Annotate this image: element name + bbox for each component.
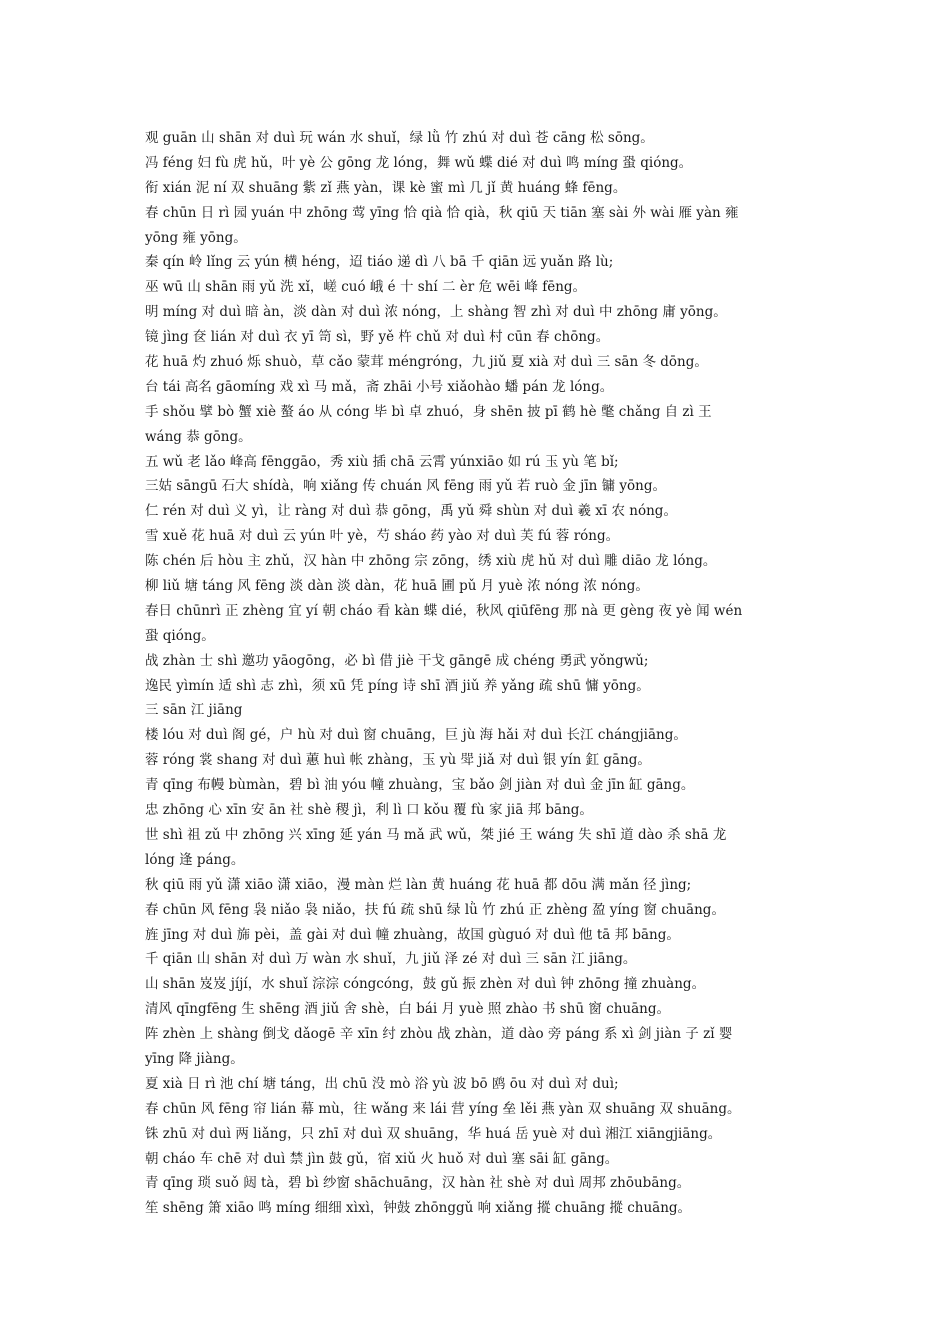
text-block xyxy=(145,126,805,1221)
text-line: 春 chūn 风 fēng 袅 niǎo 袅 niǎo，扶 fú 疏 shū 绿 lǜ 竹 zhú 正 zhèng 盈 yíng 窗 chuāng。 xyxy=(145,901,725,918)
text-line: 三姑 sāngū 石大 shídà，响 xiǎng 传 chuán 风 fēng 雨 yǔ 若 ruò 金 jīn 镛 yōng。 xyxy=(145,478,667,495)
text-line: 春日 chūnrì 正 zhèng 宜 yí 朝 cháo 看 kàn 蝶 dié，秋风 qiūfēng 那 nà 更 gèng 夜 yè 闻 wén xyxy=(145,602,743,619)
text-line: 世 shì 祖 zǔ 中 zhōng 兴 xīng 延 yán 马 mǎ 武 wǔ，桀 jié 王 wáng 失 shī 道 dào 杀 shā 龙 xyxy=(145,826,727,843)
text-line: yōng 雍 yōng。 xyxy=(145,229,247,246)
text-line: wáng 恭 gōng。 xyxy=(145,428,252,445)
text-line: 冯 féng 妇 fù 虎 hǔ，叶 yè 公 gōng 龙 lóng，舞 wǔ 蝶 dié 对 duì 鸣 míng 蛩 qióng。 xyxy=(145,154,693,171)
text-line: yīng 降 jiàng。 xyxy=(145,1050,244,1067)
text-line: 笙 shēng 箫 xiāo 鸣 míng 细细 xìxì，钟鼓 zhōnggǔ 响 xiǎng 摐 chuāng 摐 chuāng。 xyxy=(145,1200,692,1217)
text-line: 蓉 róng 裳 shang 对 duì 蕙 huì 帐 zhàng，玉 yù 斝 jiǎ 对 duì 银 yín 釭 gāng。 xyxy=(145,752,651,769)
text-line: 青 qīng 布幔 bùmàn，碧 bì 油 yóu 幢 zhuàng，宝 bǎo 剑 jiàn 对 duì 金 jīn 缸 gāng。 xyxy=(145,777,695,794)
text-line: 忠 zhōng 心 xīn 安 ān 社 shè 稷 jì，利 lì 口 kǒu 覆 fù 家 jiā 邦 bāng。 xyxy=(145,802,593,819)
text-line: 镜 jìng 奁 lián 对 duì 衣 yī 笥 sì，野 yě 杵 chǔ 对 duì 村 cūn 春 chōng。 xyxy=(145,329,610,346)
text-line: 清风 qīngfēng 生 shēng 酒 jiǔ 舍 shè，白 bái 月 yuè 照 zhào 书 shū 窗 chuāng。 xyxy=(145,1001,670,1018)
text-line: 衔 xián 泥 ní 双 shuāng 紫 zǐ 燕 yàn，课 kè 蜜 mì 几 jǐ 黄 huáng 蜂 fēng。 xyxy=(145,179,627,196)
text-line: 战 zhàn 士 shì 邀功 yāogōng，必 bì 借 jiè 干戈 gāngē 成 chéng 勇武 yǒngwǔ; xyxy=(145,652,649,669)
text-line: 旌 jīng 对 duì 旆 pèi，盖 gài 对 duì 幢 zhuàng，故国 gùguó 对 duì 他 tā 邦 bāng。 xyxy=(145,926,680,943)
text-line: 楼 lóu 对 duì 阁 gé，户 hù 对 duì 窗 chuāng，巨 jù 海 hǎi 对 duì 长江 chángjiāng。 xyxy=(145,727,687,744)
text-line: 夏 xià 日 rì 池 chí 塘 táng，出 chū 没 mò 浴 yù 波 bō 鸥 ōu 对 duì 对 duì; xyxy=(145,1075,619,1092)
text-line: 手 shǒu 擘 bò 蟹 xiè 螯 áo 从 cóng 毕 bì 卓 zhuó，身 shēn 披 pī 鹤 hè 氅 chǎng 自 zì 王 xyxy=(145,403,712,420)
text-line: 秦 qín 岭 lǐng 云 yún 横 héng，迢 tiáo 递 dì 八 bā 千 qiān 远 yuǎn 路 lù; xyxy=(145,254,614,271)
text-line: lóng 逢 páng。 xyxy=(145,851,245,868)
text-line: 柳 liǔ 塘 táng 风 fēng 淡 dàn 淡 dàn，花 huā 圃 pǔ 月 yuè 浓 nóng 浓 nóng。 xyxy=(145,578,649,595)
text-line: 阵 zhèn 上 shàng 倒戈 dǎogē 辛 xīn 纣 zhòu 战 zhàn，道 dào 旁 páng 系 xì 剑 jiàn 子 zǐ 婴 xyxy=(145,1026,733,1043)
text-line: 三 sān 江 jiāng xyxy=(145,702,243,719)
text-line: 花 huā 灼 zhuó 烁 shuò，草 cǎo 蒙茸 méngróng，九 jiǔ 夏 xià 对 duì 三 sān 冬 dōng。 xyxy=(145,354,708,371)
text-line: 春 chūn 风 fēng 帘 lián 幕 mù，往 wǎng 来 lái 营 yíng 垒 lěi 燕 yàn 双 shuāng 双 shuāng。 xyxy=(145,1100,741,1117)
text-line: 逸民 yìmín 适 shì 志 zhì，须 xū 凭 píng 诗 shī 酒 jiǔ 养 yǎng 疏 shū 慵 yōng。 xyxy=(145,677,650,694)
text-line: 五 wǔ 老 lǎo 峰高 fēnggāo，秀 xiù 插 chā 云霄 yúnxiāo 如 rú 玉 yù 笔 bǐ; xyxy=(145,453,619,470)
text-line: 观 guān 山 shān 对 duì 玩 wán 水 shuǐ，绿 lǜ 竹 zhú 对 duì 苍 cāng 松 sōng。 xyxy=(145,130,654,146)
text-line: 台 tái 高名 gāomíng 戏 xì 马 mǎ，斋 zhāi 小号 xiǎohào 蟠 pán 龙 lóng。 xyxy=(145,378,614,395)
text-line: 铢 zhū 对 duì 两 liǎng，只 zhī 对 duì 双 shuāng，华 huá 岳 yuè 对 duì 湘江 xiāngjiāng。 xyxy=(145,1125,722,1142)
text-line: 青 qīng 琐 suǒ 闼 tà，碧 bì 纱窗 shāchuāng，汉 hàn 社 shè 对 duì 周邦 zhōubāng。 xyxy=(145,1175,691,1192)
text-line: 朝 cháo 车 chē 对 duì 禁 jìn 鼓 gǔ，宿 xiǔ 火 huǒ 对 duì 塞 sāi 缸 gāng。 xyxy=(145,1150,619,1167)
text-line: 山 shān 岌岌 jíjí，水 shuǐ 淙淙 cóngcóng，鼓 gǔ 振 zhèn 对 duì 钟 zhōng 撞 zhuàng。 xyxy=(145,976,706,993)
text-line: 千 qiān 山 shān 对 duì 万 wàn 水 shuǐ，九 jiǔ 泽 zé 对 duì 三 sān 江 jiāng。 xyxy=(145,951,637,968)
text-line: 秋 qiū 雨 yǔ 潇 xiāo 潇 xiāo，漫 màn 烂 làn 黄 huáng 花 huā 都 dōu 满 mǎn 径 jìng; xyxy=(145,876,692,893)
text-line: 蛩 qióng。 xyxy=(145,627,215,644)
text-line: 陈 chén 后 hòu 主 zhǔ，汉 hàn 中 zhōng 宗 zōng，绣 xiù 虎 hǔ 对 duì 雕 diāo 龙 lóng。 xyxy=(145,553,717,570)
text-line: 春 chūn 日 rì 园 yuán 中 zhōng 莺 yīng 恰 qià 恰 qià，秋 qiū 天 tiān 塞 sài 外 wài 雁 yàn 雍 xyxy=(145,204,739,221)
text-line: 雪 xuě 花 huā 对 duì 云 yún 叶 yè，芍 sháo 药 yào 对 duì 芙 fú 蓉 róng。 xyxy=(145,528,620,545)
text-line: 巫 wū 山 shān 雨 yǔ 洗 xǐ，嵯 cuó 峨 é 十 shí 二 èr 危 wēi 峰 fēng。 xyxy=(145,279,587,296)
text-line: 仁 rén 对 duì 义 yì，让 ràng 对 duì 恭 gōng，禹 yǔ 舜 shùn 对 duì 羲 xī 农 nóng。 xyxy=(145,503,677,520)
text-line: 明 míng 对 duì 暗 àn，淡 dàn 对 duì 浓 nóng，上 shàng 智 zhì 对 duì 中 zhōng 庸 yōng。 xyxy=(145,304,727,321)
